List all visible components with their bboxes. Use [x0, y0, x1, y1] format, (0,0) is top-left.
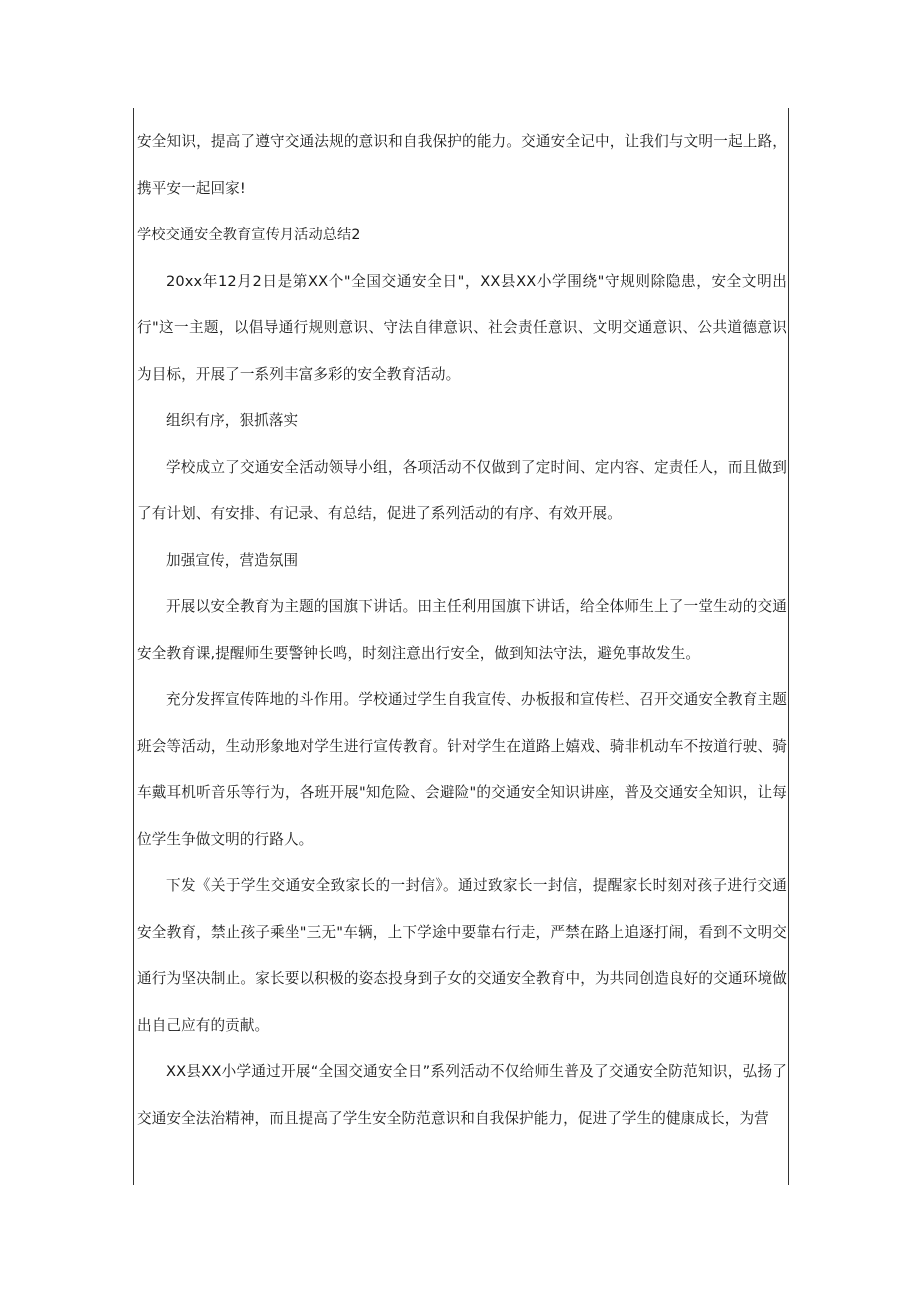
section-title: 学校交通安全教育宣传月活动总结2 [137, 227, 361, 243]
paragraph-intro: 20xx年12月2日是第XX个"全国交通安全日"，XX县XX小学围绕"守规则除隐患，安全文明出行"这一主题，以倡导通行规则意识、守法自律意识、社会责任意识、文明交通意识、公共道德意识为目标，开展了一系列丰富多彩的安全教育活动。 [137, 272, 787, 383]
paragraph-organization: 学校成立了交通安全活动领导小组，各项活动不仅做到了定时间、定内容、定责任人，而且做到了有计划、有安排、有记录、有总结，促进了系列活动的有序、有效开展。 [137, 458, 787, 522]
left-margin-rule [133, 108, 134, 1185]
subheading-organization: 组织有序，狠抓落实 [166, 412, 299, 429]
paragraph-flag-speech: 开展以安全教育为主题的国旗下讲话。田主任利用国旗下讲话，给全体师生上了一堂生动的交通安全教育课,提醒师生要警钟长鸣，时刻注意出行安全，做到知法守法，避免事故发生。 [137, 598, 787, 662]
right-margin-rule [788, 108, 789, 1185]
paragraph-publicity-front: 充分发挥宣传阵地的斗作用。学校通过学生自我宣传、办板报和宣传栏、召开交通安全教育主题班会等活动，生动形象地对学生进行宣传教育。针对学生在道路上嬉戏、骑非机动车不按道行驶、骑车戴耳机听音乐等行为，各班开展"知危险、会避险"的交通安全知识讲座，普及交通安全知识，让每位学生争做文明的行路人。 [137, 691, 787, 848]
paragraph-continuation: 安全知识，提高了遵守交通法规的意识和自我保护的能力。交通安全记中，让我们与文明一起上路，携平安一起回家! [137, 133, 787, 197]
subheading-publicity: 加强宣传，营造氛围 [166, 551, 299, 569]
paragraph-parent-letter: 下发《关于学生交通安全致家长的一封信》。通过致家长一封信，提醒家长时刻对孩子进行交通安全教育，禁止孩子乘坐"三无"车辆，上下学途中要靠右行走，严禁在路上追逐打闹，看到不文明交通行为坚决制止。家长要以积极的姿态投身到子女的交通安全教育中，为共同创造良好的交通环境做出自己应有的贡献。 [137, 877, 787, 1034]
document-body [137, 119, 787, 1142]
paragraph-conclusion: XX县XX小学通过开展“全国交通安全日”系列活动不仅给师生普及了交通安全防范知识，弘扬了交通安全法治精神，而且提高了学生安全防范意识和自我保护能力，促进了学生的健康成长，为营 [137, 1063, 787, 1127]
